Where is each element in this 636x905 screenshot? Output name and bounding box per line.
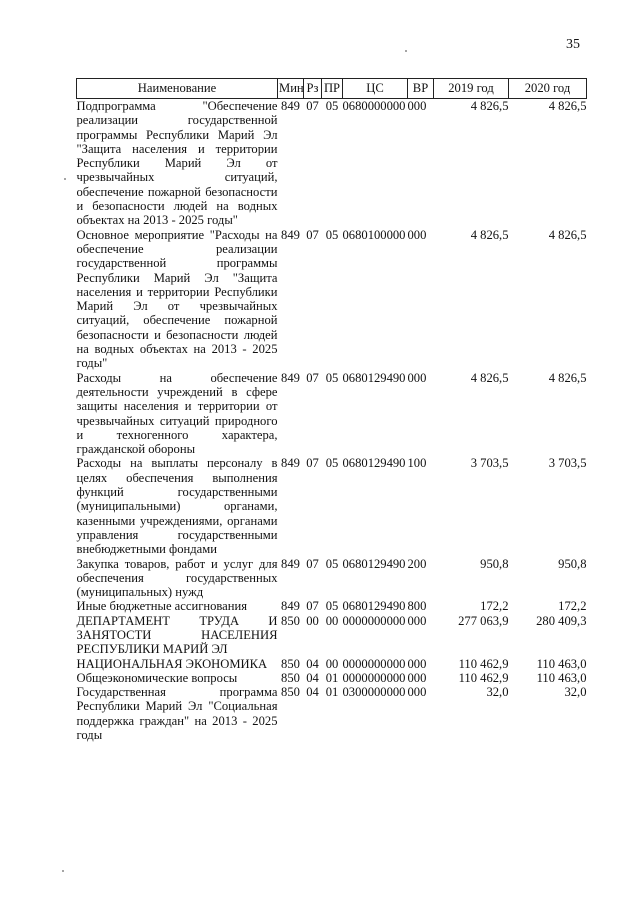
header-vr: ВР	[408, 79, 434, 99]
row-vr: 000	[407, 370, 427, 385]
row-2020: 110 463,0	[536, 656, 587, 671]
row-2020: 110 463,0	[536, 670, 587, 685]
row-name: Общеэкономические вопросы	[76, 670, 238, 685]
table-row	[77, 557, 587, 600]
row-cs: 0300000000	[342, 685, 406, 700]
row-cs: 0680100000	[342, 227, 406, 242]
row-2019: 110 462,9	[458, 670, 509, 685]
row-2019: 172,2	[480, 599, 509, 614]
row-pr: 00	[325, 613, 339, 628]
row-vr: 000	[407, 99, 427, 113]
row-min: 849	[281, 99, 300, 113]
page-number: 35	[566, 37, 580, 52]
row-pr: 05	[325, 99, 339, 113]
row-vr: 200	[407, 556, 427, 571]
row-2020: 4 826,5	[548, 370, 587, 385]
row-name: ДЕПАРТАМЕНТ ТРУДА И ЗАНЯТОСТИ НАСЕЛЕНИЯ РЕСПУБЛИКИ МАРИЙ ЭЛ	[76, 613, 278, 657]
row-min: 850	[281, 685, 300, 700]
row-min: 849	[281, 556, 300, 571]
row-rz: 07	[306, 370, 319, 385]
header-cs: ЦС	[343, 79, 408, 99]
row-vr: 000	[407, 227, 427, 242]
row-cs: 0680129490	[342, 456, 406, 471]
table-row	[77, 685, 587, 742]
row-name: НАЦИОНАЛЬНАЯ ЭКОНОМИКА	[76, 656, 268, 671]
row-name: Закупка товаров, работ и услуг для обеспечения государственных (муниципальных) нужд	[76, 556, 278, 600]
header-2020: 2020 год	[509, 79, 587, 99]
row-pr: 01	[325, 685, 339, 700]
row-name: Расходы на обеспечение деятельности учреждений в сфере защиты населения и территории от чрезвычайных ситуаций природного и техногенного характера, гражданской обороны	[76, 370, 278, 457]
table-row	[77, 599, 587, 613]
row-min: 849	[281, 227, 300, 242]
row-pr: 05	[325, 227, 339, 242]
row-vr: 000	[407, 613, 427, 628]
row-cs: 0680129490	[342, 599, 406, 614]
row-min: 849	[281, 370, 300, 385]
table-row	[77, 614, 587, 657]
row-2019: 3 703,5	[470, 456, 509, 471]
row-rz: 07	[306, 227, 319, 242]
row-cs: 0000000000	[342, 656, 406, 671]
row-vr: 100	[407, 456, 427, 471]
row-rz: 07	[306, 556, 319, 571]
row-cs: 0000000000	[342, 613, 406, 628]
scan-speck	[62, 870, 64, 872]
row-rz: 04	[306, 670, 319, 685]
row-2020: 32,0	[564, 685, 587, 700]
row-2020: 3 703,5	[548, 456, 587, 471]
scan-speck	[64, 178, 66, 180]
row-vr: 000	[407, 656, 427, 671]
row-vr: 000	[407, 685, 427, 700]
header-name: Наименование	[77, 79, 278, 99]
row-pr: 05	[325, 456, 339, 471]
row-min: 850	[281, 670, 300, 685]
row-2019: 32,0	[486, 685, 509, 700]
row-min: 850	[281, 613, 300, 628]
header-2019: 2019 год	[434, 79, 509, 99]
row-pr: 05	[325, 370, 339, 385]
row-2020: 280 409,3	[536, 613, 587, 628]
row-rz: 04	[306, 685, 319, 700]
row-2019: 4 826,5	[470, 99, 509, 113]
table-row	[77, 371, 587, 457]
row-name: Иные бюджетные ассигнования	[76, 599, 248, 614]
table-row	[77, 99, 587, 228]
budget-table	[76, 78, 587, 742]
row-rz: 07	[306, 599, 319, 614]
row-2020: 4 826,5	[548, 99, 587, 113]
row-min: 850	[281, 656, 300, 671]
row-2020: 4 826,5	[548, 227, 587, 242]
header-min: Мин	[278, 79, 304, 99]
header-rz: Рз	[304, 79, 322, 99]
table-row	[77, 456, 587, 556]
row-2019: 950,8	[480, 556, 509, 571]
row-pr: 05	[325, 599, 339, 614]
row-2020: 172,2	[558, 599, 587, 614]
table-row	[77, 671, 587, 685]
row-2019: 277 063,9	[458, 613, 509, 628]
row-rz: 04	[306, 656, 319, 671]
row-2019: 4 826,5	[470, 370, 509, 385]
row-cs: 0680129490	[342, 556, 406, 571]
table-header-row	[77, 79, 587, 99]
row-2019: 4 826,5	[470, 227, 509, 242]
table-row	[77, 657, 587, 671]
row-cs: 0000000000	[342, 670, 406, 685]
row-name: Основное мероприятие "Расходы на обеспечение реализации государственной программы Республики Марий Эл "Защита населения и территории Республики Марий Эл от чрезвычайных ситуаций, обеспечение пожарной безопасности и безопасности людей на водных объектах на 2013 - 2025 годы"	[76, 227, 278, 371]
row-cs: 0680129490	[342, 370, 406, 385]
row-min: 849	[281, 599, 300, 614]
row-2020: 950,8	[558, 556, 587, 571]
row-pr: 01	[325, 670, 339, 685]
row-pr: 05	[325, 556, 339, 571]
row-cs: 0680000000	[342, 99, 406, 113]
row-2019: 110 462,9	[458, 656, 509, 671]
row-name: Расходы на выплаты персоналу в целях обеспечения выполнения функций государственными (муниципальными) органами, казенными учреждениями, органами управления государственными внебюджетными фондами	[76, 456, 278, 557]
table-row	[77, 228, 587, 371]
row-rz: 00	[306, 613, 319, 628]
row-min: 849	[281, 456, 300, 471]
header-pr: ПР	[322, 79, 343, 99]
row-pr: 00	[325, 656, 339, 671]
row-vr: 000	[407, 670, 427, 685]
row-vr: 800	[407, 599, 427, 614]
row-rz: 07	[306, 99, 319, 113]
row-name: Подпрограмма "Обеспечение реализации государственной программы Республики Марий Эл "Защита населения и территории Республики Марий Эл от чрезвычайных ситуаций, обеспечение пожарной безопасности и безопасности людей на водных объектах на 2013 - 2025 годы"	[76, 99, 278, 228]
row-name: Государственная программа Республики Марий Эл "Социальная поддержка граждан" на 2013 - 2025 годы	[76, 685, 278, 743]
row-rz: 07	[306, 456, 319, 471]
scan-speck	[405, 50, 407, 52]
